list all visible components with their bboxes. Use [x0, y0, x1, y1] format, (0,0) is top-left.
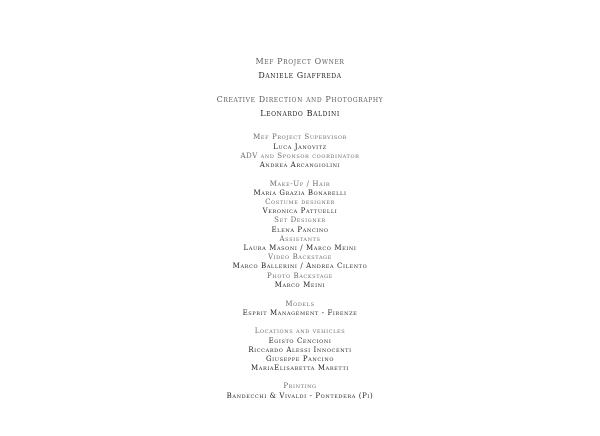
costume-name: Veronica Pattuelli: [262, 207, 338, 215]
owner-name: Daniele Giaffreda: [258, 71, 342, 80]
adv-name: Andrea Arcangiolini: [259, 161, 341, 169]
makeup-role: Make-Up / Hair: [269, 180, 331, 188]
set-name: Elena Pancino: [271, 226, 329, 234]
video-name: Marco Ballerini / Andrea Cilento: [232, 262, 368, 270]
printing-name: Bandecchi & Vivaldi - Pontedera (Pi): [226, 392, 374, 400]
owner-role: Mef Project Owner: [255, 57, 345, 66]
makeup-name: Maria Grazia Bonarelli: [253, 189, 347, 197]
photo-name: Marco Meini: [274, 281, 326, 289]
assistants-role: Assistants: [279, 235, 321, 243]
supervisor-role: Mef Project Supervisor: [253, 133, 347, 141]
models-name: Esprit Management - Firenze: [242, 309, 358, 317]
video-role: Video Backstage: [267, 253, 333, 261]
set-role: Set Designer: [274, 216, 326, 224]
printing-role: Printing: [283, 382, 317, 390]
locations-name: MariaElisabetta Maretti: [251, 364, 349, 372]
locations-role: Locations and vehicles: [254, 327, 346, 335]
locations-name: Riccardo Alessi Innocenti: [248, 346, 352, 354]
locations-name: Egisto Cencioni: [268, 337, 332, 345]
photo-role: Photo Backstage: [267, 272, 333, 280]
supervisor-name: Luca Janovitz: [273, 143, 327, 151]
locations-name: Giuseppe Pancino: [265, 355, 335, 363]
assistants-name: Laura Masoni / Marco Meini: [243, 244, 357, 252]
creative-role: Creative Direction and Photography: [216, 95, 384, 104]
costume-role: Costume designer: [265, 198, 335, 206]
creative-name: Leonardo Baldini: [260, 109, 340, 118]
models-role: Models: [285, 300, 315, 308]
adv-role: ADV and Sponsor coordinator: [240, 152, 360, 160]
